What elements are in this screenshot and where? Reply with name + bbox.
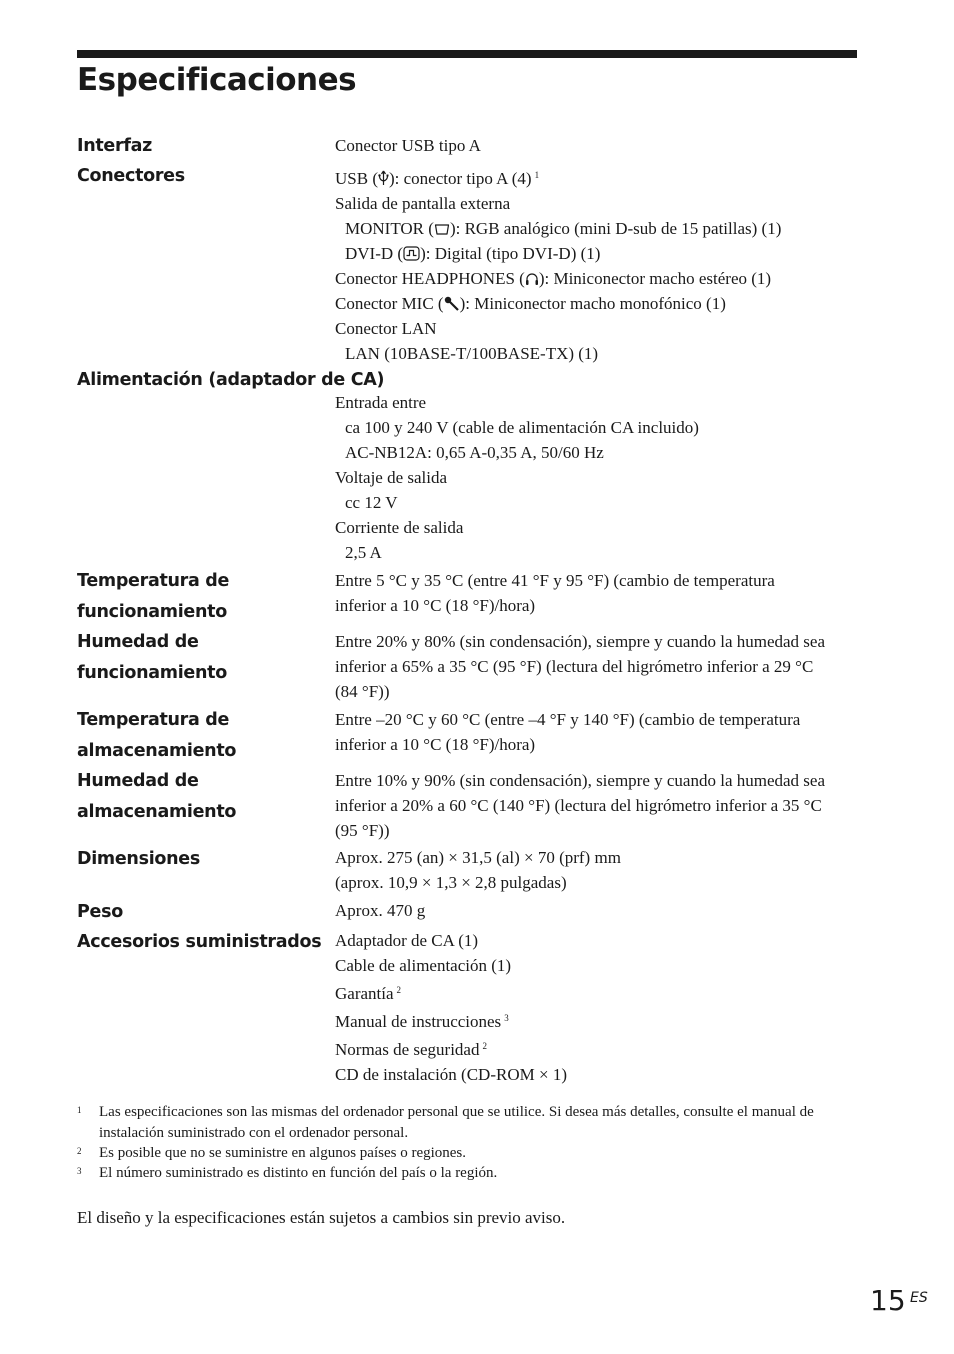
headphones-icon [525,271,539,286]
value-humedad-funcionamiento: Entre 20% y 80% (sin condensación), siempre y cuando la humedad sea inferior a 65% a 35 °C (95 °F) (lectura del higrómetro inferior a 29 °C (84 °F)) [335,632,826,701]
mic-icon [444,296,460,311]
label-temp-funcionamiento: Temperatura de funcionamiento [77,571,230,622]
value-peso: Aprox. 470 g [335,901,426,920]
label-humedad-almacenamiento: Humedad de almacenamiento [77,771,237,822]
value-temp-almacenamiento: Entre –20 °C y 60 °C (entre –4 °F y 140 °F) (cambio de temperatura inferior a 10 °C (18 °F)/hora) [335,710,801,754]
headphones-line: Conector HEADPHONES ( ): Miniconector macho estéreo (1) [335,269,772,288]
dvi-line: DVI-D ( ): Digital (tipo DVI-D) (1) [345,244,601,263]
disclaimer-note: El diseño y la especificaciones están sujetos a cambios sin previo aviso. [77,1208,566,1227]
page-title: Especificaciones [77,62,357,98]
usb-line: USB ( ): conector tipo A (4) $^1$ [335,169,540,188]
page-number: 15 [870,1284,906,1317]
monitor-line: MONITOR ( ): RGB analógico (mini D-sub de 15 patillas) (1) [345,219,782,238]
label-dimensiones: Dimensiones [77,849,200,869]
value-alimentacion: Entrada entre ca 100 y 240 V (cable de alimentación CA incluido) AC-NB12A: 0,65 A-0,35 A, 50/60 Hz Voltaje de salida cc 12 V Corriente de salida 2,5 A [335,393,699,562]
value-accesorios: Adaptador de CA (1) Cable de alimentación (1) Garantía $^2$ Manual de instrucciones $^3$ Normas de seguridad $^2$ CD de instalación (CD-ROM × 1) [335,931,567,1084]
mic-line: Conector MIC ( ): Miniconector macho monofónico (1) [335,294,726,313]
footnote: 1 Las especificaciones son las mismas del ordenador personal que se utilice. Si desea más detalles, consulte el manual de instalación suministrado con el ordenador personal. [77,1104,814,1141]
value-dimensiones: Aprox. 275 (an) × 31,5 (al) × 70 (prf) mm (aprox. 10,9 × 1,3 × 2,8 pulgadas) [335,848,621,892]
page-language: ES [910,1290,928,1306]
footnote: 3 El número suministrado es distinto en función del país o la región. [77,1165,498,1181]
monitor-icon [434,223,450,236]
usb-icon [378,170,389,186]
footnote: 2 Es posible que no se suministre en algunos países o regiones. [77,1145,467,1161]
label-temp-almacenamiento: Temperatura de almacenamiento [77,710,237,761]
value-humedad-almacenamiento: Entre 10% y 90% (sin condensación), siempre y cuando la humedad sea inferior a 20% a 60 °C (140 °F) (lectura del higrómetro inferior a 35 °C (95 °F)) [335,771,826,840]
header-rule [77,50,857,58]
label-humedad-funcionamiento: Humedad de funcionamiento [77,632,227,683]
value-interfaz: Conector USB tipo A [335,136,481,155]
label-peso: Peso [77,902,123,922]
value-temp-funcionamiento: Entre 5 °C y 35 °C (entre 41 °F y 95 °F) (cambio de temperatura inferior a 10 °C (18 °F)/hora) [335,571,775,615]
label-interfaz: Interfaz [77,136,153,156]
value-conectores: USB ( ): conector tipo A (4) $^1$ Salida de pantalla externa MONITOR ( ): RGB analógico (mini D-sub de 15 patillas) (1) DVI-D ( ): Digital (tipo DVI-D) (1) Conector HEADPHONES ( ): Miniconector macho estéreo (1) Conector MIC ( ): Miniconector macho monofónico (1) Conector LAN LAN (10BASE-T/100BASE-TX) (1) [335,163,835,366]
label-alimentacion: Alimentación (adaptador de CA) [77,370,385,390]
dvi-icon [403,246,420,261]
label-accesorios: Accesorios suministrados [77,932,322,952]
label-conectores: Conectores [77,166,185,186]
